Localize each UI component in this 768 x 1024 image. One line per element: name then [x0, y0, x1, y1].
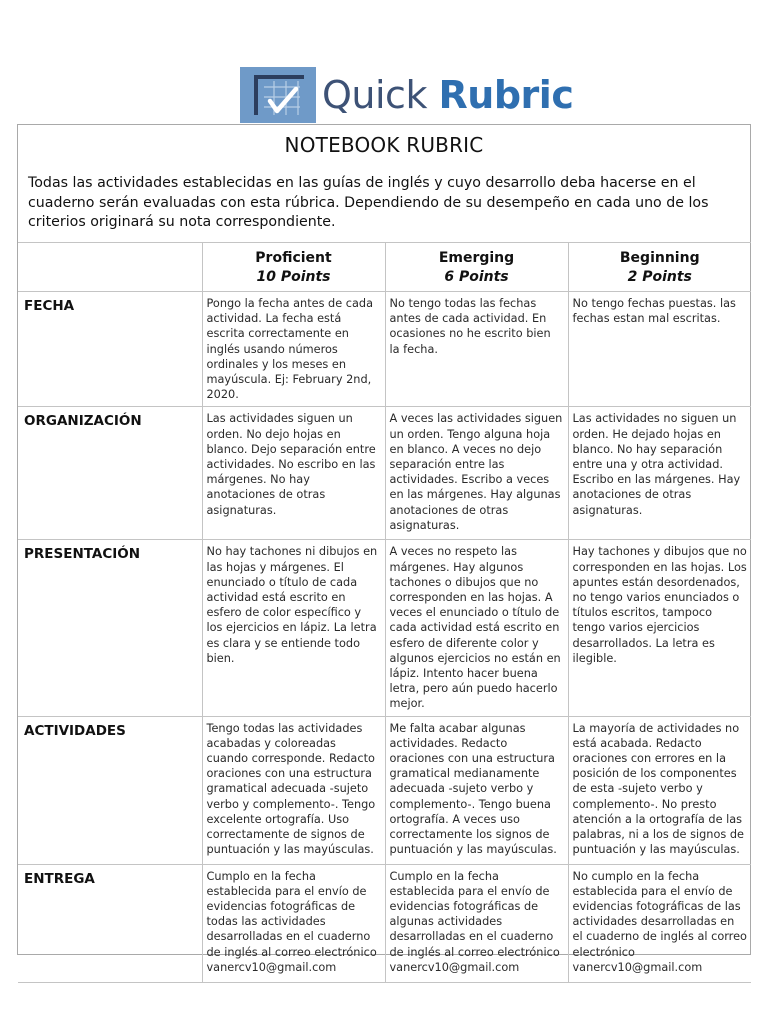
- rubric-cell: A veces las actividades siguen un orden. Tengo alguna hoja en blanco. A veces no dejo separación entre las actividades. Escribo a veces en las márgenes. Hay algunas anotaciones de otras asignaturas.: [385, 407, 568, 540]
- rubric-cell: Cumplo en la fecha establecida para el envío de evidencias fotográficas de todas las actividades desarrolladas en el cuaderno de inglés al correo electrónico vanercv10@gmail.com: [202, 864, 385, 982]
- header-row: [18, 243, 751, 292]
- intro-paragraph: Todas las actividades establecidas en las guías de inglés y cuyo desarrollo deba hacerse en el cuaderno serán evaluadas con esta rúbrica. Dependiendo de su desempeño en cada uno de los criterios originará su nota correspondiente.: [28, 175, 709, 230]
- criterion-label: FECHA: [18, 292, 202, 407]
- rubric-cell: Cumplo en la fecha establecida para el envío de evidencias fotográficas de algunas actividades desarrolladas en el cuaderno de inglés al correo electrónico vanercv10@gmail.com: [385, 864, 568, 982]
- logo-word-quick: Quick: [322, 73, 427, 117]
- column-label: Beginning: [619, 250, 700, 266]
- rubric-cell: Tengo todas las actividades acabadas y coloreadas cuando corresponde. Redacto oraciones con una estructura gramatical adecuada -sujeto verbo y complemento-. Tengo excelente ortografía. Uso correctamente de signos de puntuación y las mayúsculas.: [202, 716, 385, 864]
- rubric-cell: Pongo la fecha antes de cada actividad. La fecha está escrita correctamente en inglés usando números ordinales y los meses en mayúscula. Ej: February 2nd, 2020.: [202, 292, 385, 407]
- column-label: Emerging: [438, 250, 515, 266]
- page-title: NOTEBOOK RUBRIC: [284, 133, 484, 157]
- column-header-emerging: [385, 243, 568, 292]
- logo-wordmark: [322, 67, 573, 123]
- table-row-entrega: [18, 864, 751, 982]
- criterion-label: ACTIVIDADES: [18, 716, 202, 864]
- table-row-presentacion: [18, 540, 751, 716]
- rubric-cell: No cumplo en la fecha establecida para el envío de evidencias fotográficas de las actividades desarrolladas en el cuaderno de inglés al correo electrónico vanercv10@gmail.com: [568, 864, 751, 982]
- rubric-cell: No tengo todas las fechas antes de cada actividad. En ocasiones no he escrito bien la fecha.: [385, 292, 568, 407]
- criterion-label: ORGANIZACIÓN: [18, 407, 202, 540]
- rubric-cell: No hay tachones ni dibujos en las hojas y márgenes. El enunciado o título de cada actividad está escrito en esfero de color específico y los ejercicios en lápiz. La letra es clara y se entiende todo bien.: [202, 540, 385, 716]
- rubric-cell: No tengo fechas puestas. las fechas estan mal escritas.: [568, 292, 751, 407]
- column-header-beginning: [568, 243, 751, 292]
- criterion-label: ENTREGA: [18, 864, 202, 982]
- column-points: 2 Points: [627, 269, 692, 285]
- column-points: 10 Points: [256, 269, 331, 285]
- logo-word-rubric: Rubric: [438, 73, 574, 117]
- rubric-cell: Hay tachones y dibujos que no corresponden en las hojas. Los apuntes están desordenados, no tengo varios enunciados o títulos escritos, tampoco tengo varios ejercicios desarrollados. La letra es ilegible.: [568, 540, 751, 716]
- rubric-cell: Me falta acabar algunas actividades. Redacto oraciones con una estructura gramatical medianamente adecuada -sujeto verbo y complemento-. Tengo buena ortografía. A veces uso correctamente los signos de puntuación y las mayúsculas.: [385, 716, 568, 864]
- table-row-actividades: [18, 716, 751, 864]
- header-corner-cell: [18, 243, 202, 292]
- rubric-cell: Las actividades siguen un orden. No dejo hojas en blanco. Dejo separación entre actividades. No escribo en las márgenes. No hay anotaciones de otras asignaturas.: [202, 407, 385, 540]
- rubric-frame: [17, 124, 751, 974]
- rubric-checklist-icon: [240, 67, 316, 123]
- criterion-label: PRESENTACIÓN: [18, 540, 202, 716]
- rubric-cell: La mayoría de actividades no está acabada. Redacto oraciones con errores en la posición de los componentes de esta -sujeto verbo y complemento-. No presto atención a la ortografía de las palabras, ni a los de signos de puntuación y las mayúsculas.: [568, 716, 751, 864]
- column-points: 6 Points: [444, 269, 509, 285]
- rubric-cell: A veces no respeto las márgenes. Hay algunos tachones o dibujos que no corresponden en las hojas. A veces el enunciado o título de cada actividad está escrito en esfero de diferente color y algunos ejercicios no están en lápiz. Intento hacer buena letra, pero aún puedo hacerlo mejor.: [385, 540, 568, 716]
- column-label: Proficient: [255, 250, 332, 266]
- rubric-table: [18, 242, 751, 983]
- quick-rubric-logo: [240, 67, 573, 123]
- column-header-proficient: [202, 243, 385, 292]
- table-row-fecha: [18, 292, 751, 407]
- rubric-cell: Las actividades no siguen un orden. He dejado hojas en blanco. No hay separación entre una y otra actividad. Escribo en las márgenes. Hay anotaciones de otras asignaturas.: [568, 407, 751, 540]
- table-row-organizacion: [18, 407, 751, 540]
